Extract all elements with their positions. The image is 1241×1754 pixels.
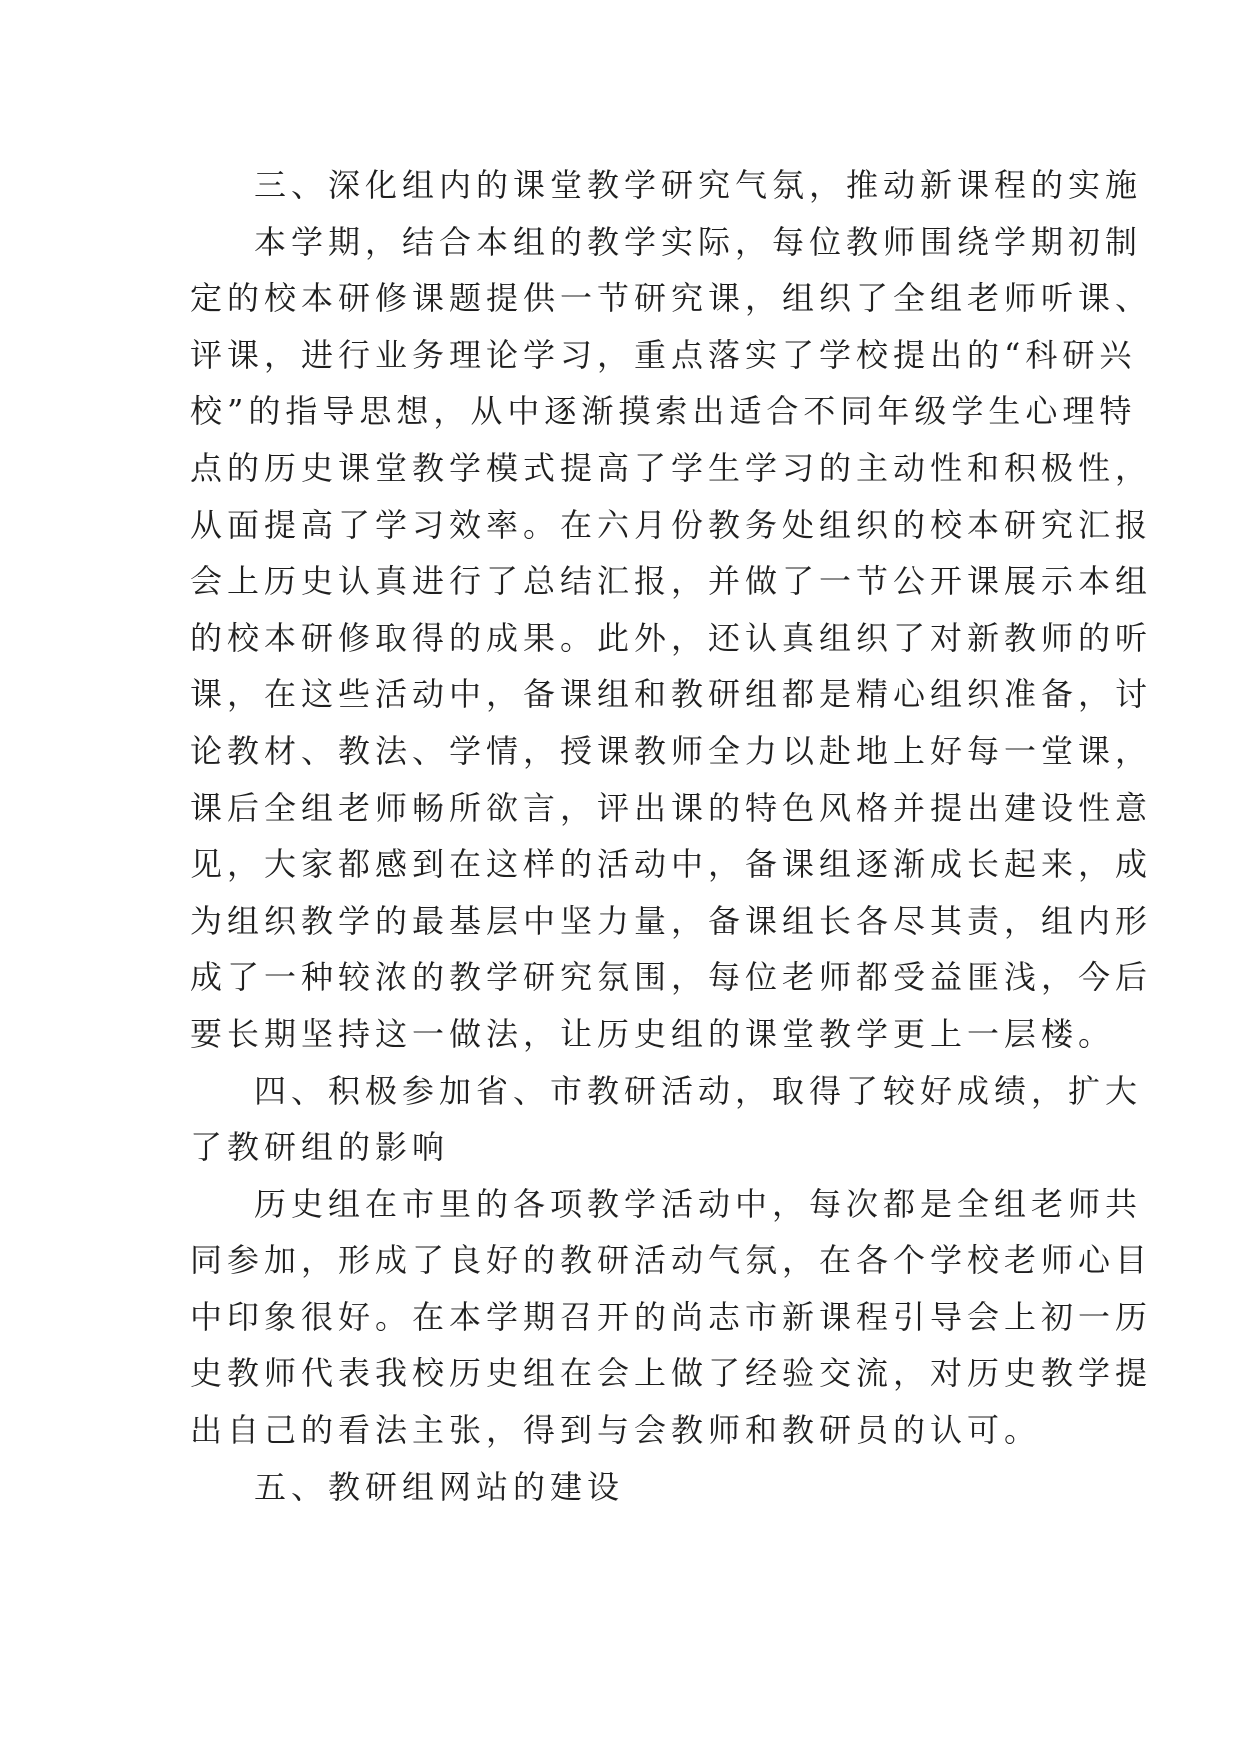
- paragraph-line: 会上历史认真进行了总结汇报，并做了一节公开课展示本组: [190, 562, 1153, 601]
- section-heading-5: 五、教研组网站的建设: [254, 1467, 625, 1506]
- paragraph-line: 出自己的看法主张，得到与会教师和教研员的认可。: [190, 1411, 1042, 1450]
- paragraph-line: 校”的指导思想，从中逐渐摸索出适合不同年级学生心理特: [190, 392, 1137, 431]
- paragraph-line: 中印象很好。在本学期召开的尚志市新课程引导会上初一历: [190, 1297, 1153, 1336]
- paragraph-line: 本学期，结合本组的教学实际，每位教师围绕学期初制: [254, 222, 1143, 261]
- paragraph-line: 要长期坚持这一做法，让历史组的课堂教学更上一层楼。: [190, 1014, 1116, 1053]
- paragraph-line: 评课，进行业务理论学习，重点落实了学校提出的“科研兴: [190, 335, 1137, 374]
- document-body: [190, 157, 1153, 1515]
- paragraph-line: 见，大家都感到在这样的活动中，备课组逐渐成长起来，成: [190, 845, 1153, 884]
- paragraph-line: 为组织教学的最基层中坚力量，备课组长各尽其责，组内形: [190, 901, 1153, 940]
- section-heading-3: 三、深化组内的课堂教学研究气氛，推动新课程的实施: [254, 166, 1143, 204]
- paragraph-line: 定的校本研修课题提供一节研究课，组织了全组老师听课、: [190, 279, 1153, 318]
- paragraph-line: 课后全组老师畅所欲言，评出课的特色风格并提出建设性意: [190, 788, 1153, 827]
- paragraph-line: 同参加，形成了良好的教研活动气氛，在各个学校老师心目: [190, 1241, 1153, 1280]
- paragraph-line: 的校本研修取得的成果。此外，还认真组织了对新教师的听: [190, 618, 1153, 657]
- paragraph-line: 点的历史课堂教学模式提高了学生学习的主动性和积极性，: [190, 448, 1153, 487]
- paragraph-line: 历史组在市里的各项教学活动中，每次都是全组老师共: [254, 1184, 1143, 1223]
- paragraph-line: 史教师代表我校历史组在会上做了经验交流，对历史教学提: [190, 1354, 1153, 1393]
- paragraph-line: 论教材、教法、学情，授课教师全力以赴地上好每一堂课，: [190, 731, 1153, 770]
- paragraph-line: 课，在这些活动中，备课组和教研组都是精心组织准备，讨: [190, 675, 1153, 714]
- section-heading-4-continued: 了教研组的影响: [190, 1128, 450, 1167]
- paragraph-line: 从面提高了学习效率。在六月份教务处组织的校本研究汇报: [190, 505, 1153, 544]
- section-heading-4: 四、积极参加省、市教研活动，取得了较好成绩，扩大: [254, 1071, 1143, 1110]
- paragraph-line: 成了一种较浓的教学研究氛围，每位老师都受益匪浅，今后: [190, 958, 1153, 997]
